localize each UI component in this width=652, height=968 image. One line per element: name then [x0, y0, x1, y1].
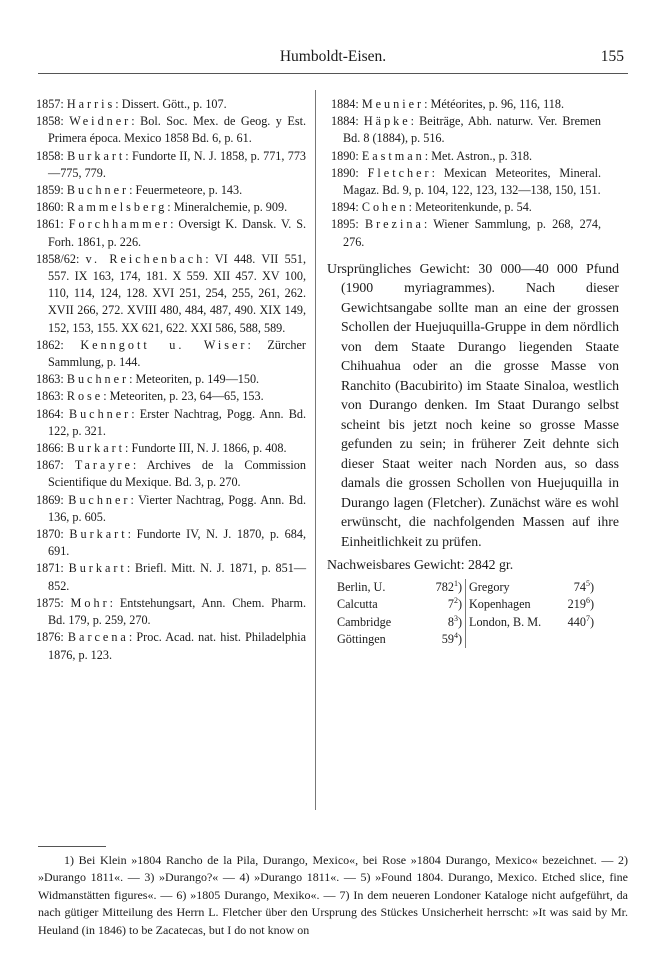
entry-year: 1894 — [331, 200, 356, 215]
entry-year: 1870 — [36, 527, 61, 542]
entry-author: Kenngott u. Wiser — [80, 337, 248, 352]
entry-reference: Vierter Nachtrag, Pogg. Ann. Bd. 136, p. 605. — [48, 492, 306, 524]
entry-reference: Météorites, p. 96, 116, 118. — [430, 97, 565, 111]
verifiable-weight: Nachweisbares Gewicht: 2842 gr. — [327, 557, 514, 573]
footnotes: 1) Bei Klein »1804 Rancho de la Pila, Durango, Mexico«, bei Rose »1804 Durango, Mexico« bezeichnet. — 2) »Durango 1811«. — 3) »Durango?« — 4) »Durango 1811«. — 5) »Found 1804. Durango, Mexico. Etched slice, fine Widmanstätten figures«. — 6) »1805 Durango, Mexiko«. — 7) In dem neueren Londoner Kataloge nicht aufgeführt, da nach gütiger Mitteilung des Herrn L. Fletcher über den Ursprung des Stückes Unsicherheit herrscht: »It was said by Mr. Heuland (in 1846) to be Zacatecas, but I do not know on — [38, 853, 628, 937]
entry-year: 1863 — [36, 389, 61, 404]
bibliography-entry: 1858: Burkart: Fundorte II, N. J. 1858, p. 771, 773—775, 779. — [36, 148, 307, 180]
entry-reference: Fundorte IV, N. J. 1870, p. 684, 691. — [48, 527, 306, 559]
holding-amount: $74^5$) — [573, 578, 594, 594]
entry-year: 1884 — [331, 97, 356, 111]
holding-row — [337, 579, 462, 596]
entry-author: Mohr — [70, 595, 110, 610]
entry-year: 1863 — [36, 372, 61, 387]
entry-year: 1875 — [36, 595, 61, 610]
entry-author: Häpke — [363, 114, 411, 129]
holding-grams: 74 — [573, 579, 586, 594]
entry-reference: Bol. Soc. Mex. de Geog. y Est. Primera época. Mexico 1858 Bd. 6, p. 61. — [48, 114, 307, 146]
bibliography-entry: 1857: Harris: Dissert. Gött., p. 107. — [36, 97, 227, 111]
column-divider — [315, 90, 316, 810]
entry-year: 1860 — [36, 200, 61, 215]
bibliography-entry: 1863: Rose: Meteoriten, p. 23, 64—65, 153. — [36, 389, 264, 404]
bibliography-entry: 1866: Burkart: Fundorte III, N. J. 1866, p. 408. — [36, 441, 287, 456]
holding-grams: 440 — [567, 614, 586, 629]
bibliography-left-column — [36, 96, 306, 664]
entry-year: 1858 — [36, 114, 61, 129]
bibliography-entry: 1869: Buchner: Vierter Nachtrag, Pogg. Ann. Bd. 136, p. 605. — [36, 492, 306, 524]
holding-place: Göttingen — [337, 632, 386, 647]
running-title: Humboldt-Eisen. — [279, 48, 387, 65]
bibliography-entry: 1871: Burkart: Briefl. Mitt. N. J. 1871, p. 851—852. — [36, 561, 307, 593]
bibliography-entry: 1863: Buchner: Meteoriten, p. 149—150. — [36, 372, 260, 387]
bibliography-entry: 1884: Meunier: Météorites, p. 96, 116, 118. — [331, 97, 565, 111]
entry-author: Rammelsberg — [66, 200, 168, 215]
holding-amount: $7^2$) — [447, 596, 462, 612]
entry-author: Burkart — [67, 148, 126, 163]
holding-place: Cambridge — [337, 614, 392, 629]
entry-author: Tarayre — [74, 458, 133, 473]
entry-reference: Proc. Acad. nat. hist. Philadelphia 1876, p. 123. — [48, 630, 306, 662]
entry-author: Eastman — [361, 148, 425, 163]
bibliography-entry: 1860: Rammelsberg: Mineralchemie, p. 909. — [36, 200, 288, 215]
page-header — [38, 48, 628, 72]
holding-place: Kopenhagen — [469, 597, 531, 612]
holding-grams: 7 — [447, 597, 454, 612]
entry-year: 1861 — [36, 217, 61, 232]
holding-amount: $440^7$) — [567, 613, 594, 629]
entry-year: 1890 — [331, 165, 356, 180]
entry-reference: Dissert. Gött., p. 107. — [121, 97, 227, 111]
footnote-ref: 7 — [585, 613, 590, 623]
bibliography-entry: 1884: Häpke: Beiträge, Abh. naturw. Ver. Bremen Bd. 8 (1884), p. 516. — [331, 114, 601, 146]
entry-reference: Oversigt K. Dansk. V. S. Forh. 1861, p. 226. — [48, 217, 307, 249]
holding-row — [337, 631, 462, 648]
entry-year: 1859 — [36, 183, 61, 198]
entry-author: Barcena — [67, 630, 129, 645]
bibliography-entry: 1870: Burkart: Fundorte IV, N. J. 1870, p. 684, 691. — [36, 527, 306, 559]
bibliography-entry: 1894: Cohen: Meteoritenkunde, p. 54. — [331, 200, 532, 215]
entry-year: 1895 — [331, 217, 356, 232]
footnote-ref: 5 — [585, 578, 590, 588]
holding-grams: 8 — [447, 614, 454, 629]
entry-reference: Met. Astron., p. 318. — [431, 148, 533, 163]
entry-year: 1867 — [36, 458, 61, 473]
bibliography-entry: 1861: Forchhammer: Oversigt K. Dansk. V. S. Forh. 1861, p. 226. — [36, 217, 307, 249]
bibliography-right-entries — [331, 96, 601, 251]
bibliography-entry: 1890: Fletcher: Mexican Meteorites, Mineral. Magaz. Bd. 9, p. 104, 122, 123, 132—138, 150, 151. — [331, 165, 602, 198]
holding-place: London, B. M. — [469, 614, 542, 629]
holding-grams: 219 — [567, 597, 586, 612]
entry-reference: Beiträge, Abh. naturw. Ver. Bremen Bd. 8 (1884), p. 516. — [343, 114, 601, 146]
entry-author: Weidner — [69, 114, 132, 129]
entry-author: Buchner — [68, 406, 132, 421]
entry-year: 1890 — [331, 148, 356, 163]
original-weight-paragraph: Ursprüngliches Gewicht: 30 000—40 000 Pfund (1900 myriagrammes). Nach dieser Gewichtsangabe sollte man an eine der grossen Schollen der Huejuquilla-Gruppe in dem nördlich von dem Staate Durango liegenden Staate Chihuahua oder an die grosse Masse von Ranchito (Bacubirito) im Staate Sinaloa, westlich von Durango denken. Im Staat Durango selbst scheint bis jetzt noch keine so grosse Masse gefunden zu sein; in früherer Zeit dehnte sich dieser Staat weiter nach Norden aus, so dass damals die grossen Schollen von Huejuquilla in Durango lagen (Fletcher). Zunächst wäre es wohl erwünscht, die nachfolgenden Massen auf ihre Einheitlichkeit zu prüfen. — [327, 260, 619, 549]
entry-reference: Feuermeteore, p. 143. — [135, 183, 243, 198]
holding-amount: $219^6$) — [567, 596, 594, 612]
entry-reference: Archives de la Commission Scientifique du Mexique. Bd. 3, p. 270. — [48, 458, 306, 490]
entry-author: Harris — [66, 97, 116, 111]
bibliography-entry: 1862: Kenngott u. Wiser: Zürcher Sammlung, p. 144. — [36, 337, 306, 370]
footnote-rule — [38, 846, 106, 847]
bibliography-entry: 1864: Buchner: Erster Nachtrag, Pogg. Ann. Bd. 122, p. 321. — [36, 406, 307, 438]
holding-row — [469, 614, 594, 631]
bibliography-entry: 1858/62: v. Reichenbach: VI 448. VII 551, 557. IX 163, 174, 181. X 559. XII 457. XV 100, 110, 114, 124, 128. XVI 251, 254, 255, 261, 262. XVII 266, 272. XVIII 480, 484, 487, 490. XIX 149, 152, 153, 155. XX 621, 622. XXI 586, 588, 589. — [36, 251, 306, 335]
entry-year: 1866 — [36, 441, 61, 456]
entry-reference: Fundorte III, N. J. 1866, p. 408. — [131, 441, 287, 456]
footnote-ref: 4 — [453, 630, 458, 640]
entry-year: 1858/62 — [36, 251, 76, 266]
holding-grams: 59 — [441, 632, 454, 647]
entry-reference: Wiener Sammlung, p. 268, 274, 276. — [343, 217, 601, 249]
holdings-table — [331, 579, 601, 649]
entry-author: Meunier — [361, 97, 425, 111]
holding-amount: $8^3$) — [447, 613, 462, 629]
entry-year: 1862 — [36, 337, 61, 352]
holding-row — [469, 596, 594, 613]
entry-reference: Briefl. Mitt. N. J. 1871, p. 851—852. — [48, 561, 307, 593]
holding-grams: 782 — [435, 579, 454, 594]
entry-author: Buchner — [66, 372, 130, 387]
entry-reference: VI 448. VII 551, 557. IX 163, 174, 181. X 559. XII 457. XV 100, 110, 114, 124, 128. XVI 251, 254, 255, 261, 262. XVII 266, 272. XVIII 480, 484, 487, 490. XIX 149, 152, 153, 155. XX 621, 622. XXI 586, 588, 589. — [48, 251, 306, 335]
entry-reference: Zürcher Sammlung, p. 144. — [48, 337, 306, 370]
entry-author: Forchhammer — [68, 217, 171, 232]
header-rule — [38, 73, 628, 74]
holding-place: Calcutta — [337, 597, 378, 612]
entry-author: Brezina — [364, 217, 424, 232]
entry-reference: Meteoriten, p. 149—150. — [135, 372, 260, 387]
entry-author: Burkart — [68, 561, 127, 576]
entry-reference: Fundorte II, N. J. 1858, p. 771, 773—775, 779. — [48, 148, 307, 180]
entry-year: 1858 — [36, 148, 61, 163]
bibliography-entry: 1890: Eastman: Met. Astron., p. 318. — [331, 148, 533, 163]
entry-author: Buchner — [66, 183, 130, 198]
entry-author: Rose — [66, 389, 104, 404]
entry-author: v. Reichenbach — [85, 251, 206, 266]
footnote-ref: 3 — [453, 613, 458, 623]
entry-year: 1864 — [36, 406, 61, 421]
entry-author: Burkart — [69, 527, 128, 542]
entry-author: Fletcher — [367, 165, 432, 180]
holdings-left-column — [331, 579, 466, 649]
holding-row — [337, 596, 462, 613]
entry-year: 1857 — [36, 97, 61, 111]
entry-reference: Mineralchemie, p. 909. — [173, 200, 288, 215]
holding-amount: $59^4$) — [441, 630, 462, 647]
bibliography-entry: 1875: Mohr: Entstehungsart, Ann. Chem. Pharm. Bd. 179, p. 259, 270. — [36, 595, 307, 628]
entry-year: 1884 — [331, 114, 356, 129]
holding-place: Gregory — [469, 579, 510, 594]
bibliography-entry: 1858: Weidner: Bol. Soc. Mex. de Geog. y Est. Primera época. Mexico 1858 Bd. 6, p. 61. — [36, 114, 307, 146]
entry-reference: Erster Nachtrag, Pogg. Ann. Bd. 122, p. 321. — [48, 406, 307, 438]
entry-reference: Meteoriten, p. 23, 64—65, 153. — [109, 389, 264, 404]
holdings-right-column — [466, 579, 594, 649]
holding-row — [469, 579, 594, 596]
bibliography-entry: 1867: Tarayre: Archives de la Commission Scientifique du Mexique. Bd. 3, p. 270. — [36, 458, 306, 490]
entry-year: 1869 — [36, 492, 61, 507]
holding-row — [337, 614, 462, 631]
bibliography-entry: 1876: Barcena: Proc. Acad. nat. hist. Philadelphia 1876, p. 123. — [36, 630, 306, 662]
entry-author: Cohen — [361, 200, 409, 215]
entry-reference: Meteoritenkunde, p. 54. — [415, 200, 532, 215]
footnote-ref: 2 — [453, 596, 458, 606]
holding-place: Berlin, U. — [337, 579, 386, 594]
page-number: 155 — [600, 48, 624, 65]
footnote-ref: 1 — [453, 578, 458, 588]
entry-year: 1876 — [36, 630, 61, 645]
footnote-ref: 6 — [585, 596, 590, 606]
bibliography-entry: 1859: Buchner: Feuermeteore, p. 143. — [36, 183, 243, 198]
entry-author: Buchner — [68, 492, 131, 507]
entry-reference: Entstehungsart, Ann. Chem. Pharm. Bd. 179, p. 259, 270. — [48, 595, 307, 628]
entry-reference: Mexican Meteorites, Mineral. Magaz. Bd. 9, p. 104, 122, 123, 132—138, 150, 151. — [343, 165, 602, 198]
bibliography-right-column — [327, 96, 619, 648]
holding-amount: $782^1$) — [435, 578, 462, 594]
entry-year: 1871 — [36, 561, 61, 576]
bibliography-entry: 1895: Brezina: Wiener Sammlung, p. 268, 274, 276. — [331, 217, 601, 249]
entry-author: Burkart — [66, 441, 126, 456]
